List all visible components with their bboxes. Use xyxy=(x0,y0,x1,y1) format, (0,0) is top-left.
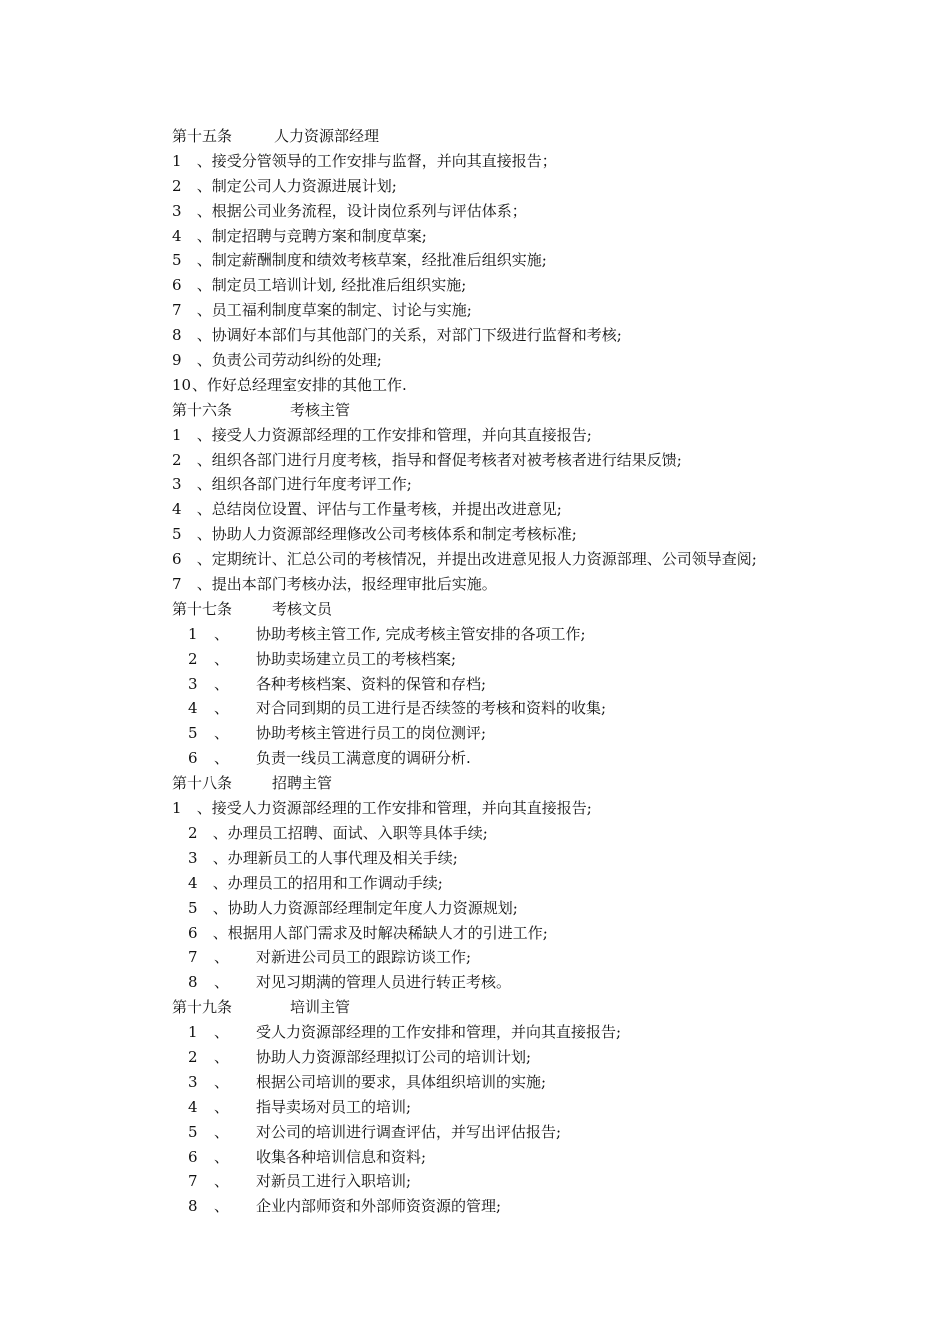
item-number: 1 xyxy=(188,624,198,643)
item-number: 3 xyxy=(172,475,182,494)
section-heading xyxy=(172,398,932,423)
item-text: 受人力资源部经理的工作安排和管理，并向其直接报告; xyxy=(256,1023,622,1042)
list-item xyxy=(172,1169,932,1194)
item-number: 4 xyxy=(172,500,182,519)
list-item xyxy=(172,871,932,896)
item-text: 、负责公司劳动纠纷的处理; xyxy=(192,351,382,370)
section-heading xyxy=(172,597,932,622)
item-number: 4 xyxy=(188,1097,198,1116)
item-text: 负责一线员工满意度的调研分析. xyxy=(256,749,471,768)
list-item xyxy=(172,921,932,946)
item-text: 、根据用人部门需求及时解决稀缺人才的引进工作; xyxy=(208,923,548,942)
item-number: 7 xyxy=(172,301,182,320)
item-text: 、办理员工招聘、面试、入职等具体手续; xyxy=(208,823,488,842)
list-item xyxy=(172,298,932,323)
item-text: 企业内部师资和外部师资资源的管理; xyxy=(256,1197,502,1216)
item-number: 5 xyxy=(188,1122,198,1141)
item-text: 、根据公司业务流程，设计岗位系列与评估体系； xyxy=(192,201,527,220)
list-item xyxy=(172,248,932,273)
item-mark: 、 xyxy=(214,674,230,693)
list-item xyxy=(172,672,932,697)
item-number: 3 xyxy=(188,674,198,693)
item-mark: 、 xyxy=(214,1172,230,1191)
item-text: 对新员工进行入职培训; xyxy=(256,1172,412,1191)
article-title: 人力资源部经理 xyxy=(274,127,380,145)
item-text: 、制定员工培训计划, 经批准后组织实施; xyxy=(192,276,467,295)
item-number: 6 xyxy=(172,276,182,295)
item-text: 各种考核档案、资料的保管和存档; xyxy=(256,674,487,693)
list-item xyxy=(172,149,932,174)
list-item xyxy=(172,199,932,224)
article-title: 招聘主管 xyxy=(272,774,333,793)
item-mark: 、 xyxy=(214,699,230,718)
item-text: 对公司的培训进行调查评估，并写出评估报告; xyxy=(256,1122,562,1141)
item-text: 、制定招聘与竞聘方案和制度草案; xyxy=(192,226,427,245)
list-item xyxy=(172,796,932,821)
item-number: 2 xyxy=(172,176,182,195)
item-mark: 、 xyxy=(214,1147,230,1166)
item-number: 8 xyxy=(188,973,198,992)
list-item xyxy=(172,821,932,846)
item-mark: 、 xyxy=(214,624,230,643)
item-number: 10 xyxy=(172,375,192,394)
item-text: 对新进公司员工的跟踪访谈工作; xyxy=(256,948,472,967)
item-number: 7 xyxy=(172,575,182,594)
item-number: 2 xyxy=(172,450,182,469)
item-text: 协助人力资源部经理拟订公司的培训计划; xyxy=(256,1047,532,1066)
item-number: 6 xyxy=(172,550,182,569)
item-mark: 、 xyxy=(214,1023,230,1042)
article-number: 第十八条 xyxy=(172,774,233,793)
list-item xyxy=(172,622,932,647)
item-mark: 、 xyxy=(214,1097,230,1116)
item-text: 对见习期满的管理人员进行转正考核。 xyxy=(256,973,512,992)
list-item xyxy=(172,1120,932,1145)
list-item xyxy=(172,721,932,746)
item-number: 3 xyxy=(172,201,182,220)
list-item xyxy=(172,497,932,522)
item-number: 6 xyxy=(188,1147,198,1166)
item-text: 、协调好本部们与其他部门的关系，对部门下级进行监督和考核; xyxy=(192,326,622,345)
article-number: 第十九条 xyxy=(172,998,233,1017)
article-number: 第十六条 xyxy=(172,400,233,419)
item-text: 、作好总经理室安排的其他工作. xyxy=(192,375,407,394)
list-item xyxy=(172,522,932,547)
list-item xyxy=(172,647,932,672)
item-number: 4 xyxy=(188,873,198,892)
item-text: 、定期统计、汇总公司的考核情况，并提出改进意见报人力资源部理、公司领导查阅; xyxy=(192,550,757,569)
document-body xyxy=(172,124,932,1219)
item-text: 协助考核主管进行员工的岗位测评; xyxy=(256,724,487,743)
article-number: 第十七条 xyxy=(172,599,233,618)
item-text: 根据公司培训的要求，具体组织培训的实施; xyxy=(256,1072,547,1091)
list-item xyxy=(172,696,932,721)
list-item xyxy=(172,1194,932,1219)
list-item xyxy=(172,547,932,572)
item-number: 9 xyxy=(172,351,182,370)
article-title: 考核主管 xyxy=(290,400,351,419)
list-item xyxy=(172,1145,932,1170)
item-text: 、协助人力资源部经理制定年度人力资源规划; xyxy=(208,898,518,917)
list-item xyxy=(172,472,932,497)
item-number: 2 xyxy=(188,1047,198,1066)
item-number: 2 xyxy=(188,649,198,668)
list-item xyxy=(172,846,932,871)
list-item xyxy=(172,896,932,921)
item-number: 5 xyxy=(188,898,198,917)
article-title: 考核文员 xyxy=(272,599,333,618)
item-mark: 、 xyxy=(214,948,230,967)
list-item xyxy=(172,1070,932,1095)
list-item xyxy=(172,1095,932,1120)
item-text: 、制定公司人力资源进展计划; xyxy=(192,176,397,195)
list-item xyxy=(172,1045,932,1070)
item-mark: 、 xyxy=(214,1072,230,1091)
item-text: 协助考核主管工作, 完成考核主管安排的各项工作; xyxy=(256,624,586,643)
item-mark: 、 xyxy=(214,649,230,668)
item-mark: 、 xyxy=(214,1197,230,1216)
list-item xyxy=(172,373,932,398)
item-text: 、员工福利制度草案的制定、讨论与实施; xyxy=(192,301,472,320)
item-number: 1 xyxy=(172,799,182,818)
item-text: 、接受人力资源部经理的工作安排和管理，并向其直接报告; xyxy=(192,425,592,444)
item-text: 收集各种培训信息和资料; xyxy=(256,1147,427,1166)
item-text: 、提出本部门考核办法，报经理审批后实施。 xyxy=(192,575,497,594)
section-heading xyxy=(172,124,932,149)
item-mark: 、 xyxy=(214,1122,230,1141)
item-text: 协助卖场建立员工的考核档案; xyxy=(256,649,457,668)
article-number: 第十五条 xyxy=(172,127,233,145)
item-text: 、接受人力资源部经理的工作安排和管理，并向其直接报告; xyxy=(192,799,592,818)
list-item xyxy=(172,348,932,373)
item-number: 1 xyxy=(172,425,182,444)
item-number: 8 xyxy=(188,1197,198,1216)
item-number: 6 xyxy=(188,923,198,942)
article-title: 培训主管 xyxy=(290,998,351,1017)
item-number: 5 xyxy=(188,724,198,743)
item-number: 5 xyxy=(172,525,182,544)
list-item xyxy=(172,970,932,995)
item-text: 、办理新员工的人事代理及相关手续; xyxy=(208,848,458,867)
item-text: 、组织各部门进行年度考评工作; xyxy=(192,475,412,494)
list-item xyxy=(172,1020,932,1045)
section-heading xyxy=(172,771,932,796)
item-number: 5 xyxy=(172,251,182,270)
list-item xyxy=(172,174,932,199)
list-item xyxy=(172,224,932,249)
item-number: 4 xyxy=(188,699,198,718)
item-mark: 、 xyxy=(214,1047,230,1066)
list-item xyxy=(172,273,932,298)
item-text: 、协助人力资源部经理修改公司考核体系和制定考核标准; xyxy=(192,525,577,544)
item-number: 2 xyxy=(188,823,198,842)
item-text: 、接受分管领导的工作安排与监督，并向其直接报告； xyxy=(192,151,557,170)
list-item xyxy=(172,572,932,597)
item-text: 、制定薪酬制度和绩效考核草案，经批准后组织实施; xyxy=(192,251,547,270)
list-item xyxy=(172,423,932,448)
item-number: 8 xyxy=(172,326,182,345)
list-item xyxy=(172,448,932,473)
item-number: 7 xyxy=(188,948,198,967)
item-number: 6 xyxy=(188,749,198,768)
item-text: 、总结岗位设置、评估与工作量考核，并提出改进意见; xyxy=(192,500,562,519)
item-number: 3 xyxy=(188,848,198,867)
item-number: 1 xyxy=(188,1023,198,1042)
item-text: 、组织各部门进行月度考核，指导和督促考核者对被考核者进行结果反馈; xyxy=(192,450,682,469)
item-mark: 、 xyxy=(214,749,230,768)
item-mark: 、 xyxy=(214,973,230,992)
item-text: 对合同到期的员工进行是否续签的考核和资料的收集; xyxy=(256,699,607,718)
list-item xyxy=(172,945,932,970)
list-item xyxy=(172,323,932,348)
item-number: 1 xyxy=(172,151,182,170)
item-number: 7 xyxy=(188,1172,198,1191)
item-text: 、办理员工的招用和工作调动手续; xyxy=(208,873,443,892)
item-mark: 、 xyxy=(214,724,230,743)
list-item xyxy=(172,746,932,771)
item-number: 4 xyxy=(172,226,182,245)
item-text: 指导卖场对员工的培训; xyxy=(256,1097,412,1116)
section-heading xyxy=(172,995,932,1020)
item-number: 3 xyxy=(188,1072,198,1091)
